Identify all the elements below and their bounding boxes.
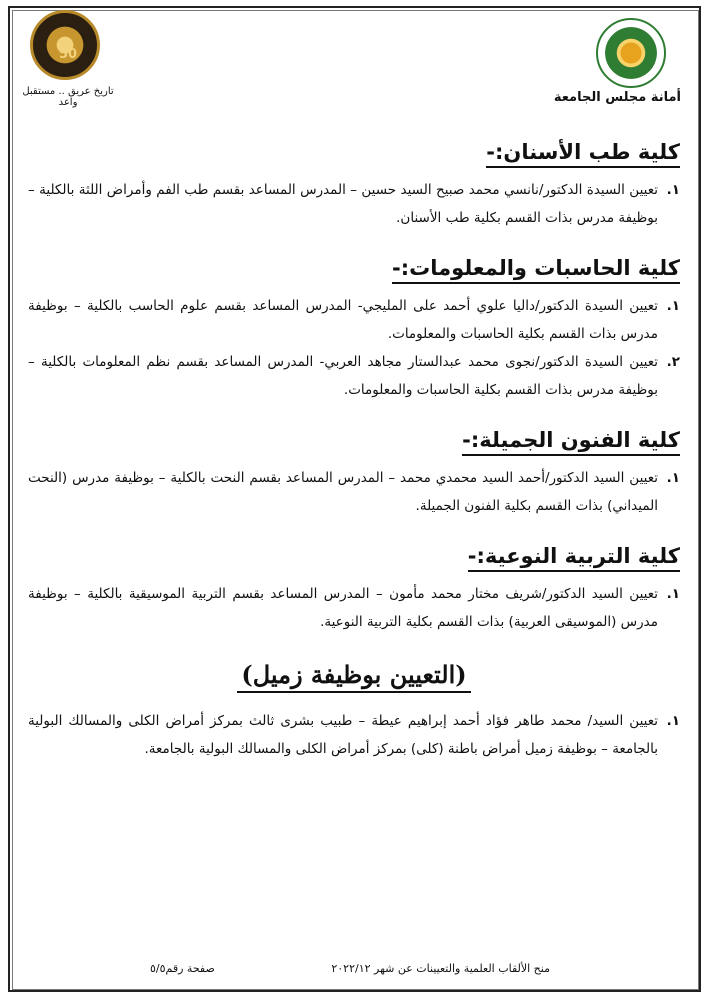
list-item bbox=[28, 707, 680, 763]
item-number: ١. bbox=[666, 470, 680, 486]
item-number: ١. bbox=[666, 713, 680, 729]
anniversary-number: 50 bbox=[58, 47, 78, 62]
anniversary-logo bbox=[30, 10, 100, 80]
section-dentistry bbox=[28, 140, 680, 232]
section-title: كلية التربية النوعية:- bbox=[468, 544, 680, 572]
section-title: كلية طب الأسنان:- bbox=[486, 140, 680, 168]
section-fine-arts bbox=[28, 428, 680, 520]
section-title: كلية الفنون الجميلة:- bbox=[462, 428, 680, 456]
item-number: ٢. bbox=[666, 354, 680, 370]
page-footer bbox=[150, 962, 550, 975]
section-computers bbox=[28, 256, 680, 404]
appointment-heading-text: (التعيين بوظيفة زميل) bbox=[237, 660, 470, 693]
item-number: ١. bbox=[666, 182, 680, 198]
appointment-heading bbox=[28, 660, 680, 693]
item-number: ١. bbox=[666, 586, 680, 602]
list-item bbox=[28, 580, 680, 636]
list-item bbox=[28, 292, 680, 348]
anniversary-slogan: تاريخ عريق .. مستقبل واعد bbox=[22, 86, 114, 108]
university-logo bbox=[596, 18, 666, 88]
item-text: تعيين السيد الدكتور/أحمد السيد محمدي محمد – المدرس المساعد بقسم النحت بالكلية – بوظيفة مدرس (النحت الميداني) بذات القسم بكلية الفنون الجميلة. bbox=[28, 470, 658, 514]
list-item bbox=[28, 176, 680, 232]
document-body bbox=[28, 140, 680, 763]
item-text: تعيين السيدة الدكتور/نانسي محمد صبيح السيد حسين – المدرس المساعد بقسم طب الفم وأمراض اللثة بالكلية – بوظيفة مدرس بذات القسم بكلية طب الأسنان. bbox=[28, 182, 658, 226]
list-item bbox=[28, 348, 680, 404]
item-text: تعيين السيد/ محمد طاهر فؤاد أحمد إبراهيم عيطة – طبيب بشرى ثالث بمركز أمراض الكلى والمسالك البولية بالجامعة – بوظيفة زميل أمراض باطنة (كلى) بمركز أمراض الكلى والمسالك البولية بالجامعة. bbox=[28, 713, 658, 757]
secretariat-label: أمانة مجلس الجامعة bbox=[553, 90, 681, 105]
item-number: ١. bbox=[666, 298, 680, 314]
item-text: تعيين السيد الدكتور/شريف مختار محمد مأمون – المدرس المساعد بقسم التربية الموسيقية بالكلية – بوظيفة مدرس (الموسيقى العربية) بذات القسم بكلية التربية النوعية. bbox=[28, 586, 658, 630]
item-text: تعيين السيدة الدكتور/داليا علوي أحمد على المليجي- المدرس المساعد بقسم علوم الحاسب بالكلية – بوظيفة مدرس بذات القسم بكلية الحاسبات والمعلومات. bbox=[28, 298, 658, 342]
list-item bbox=[28, 464, 680, 520]
section-specific-education bbox=[28, 544, 680, 636]
section-title: كلية الحاسبات والمعلومات:- bbox=[392, 256, 680, 284]
page-number: صفحة رقم٥/٥ bbox=[150, 962, 215, 975]
item-text: تعيين السيدة الدكتور/نجوى محمد عبدالستار مجاهد العربي- المدرس المساعد بقسم نظم المعلومات بالكلية – بوظيفة مدرس بذات القسم بكلية الحاسبات والمعلومات. bbox=[28, 354, 658, 398]
footer-title: منح الألقاب العلمية والتعيينات عن شهر ٢٠٢٢/١٢ bbox=[331, 962, 550, 975]
